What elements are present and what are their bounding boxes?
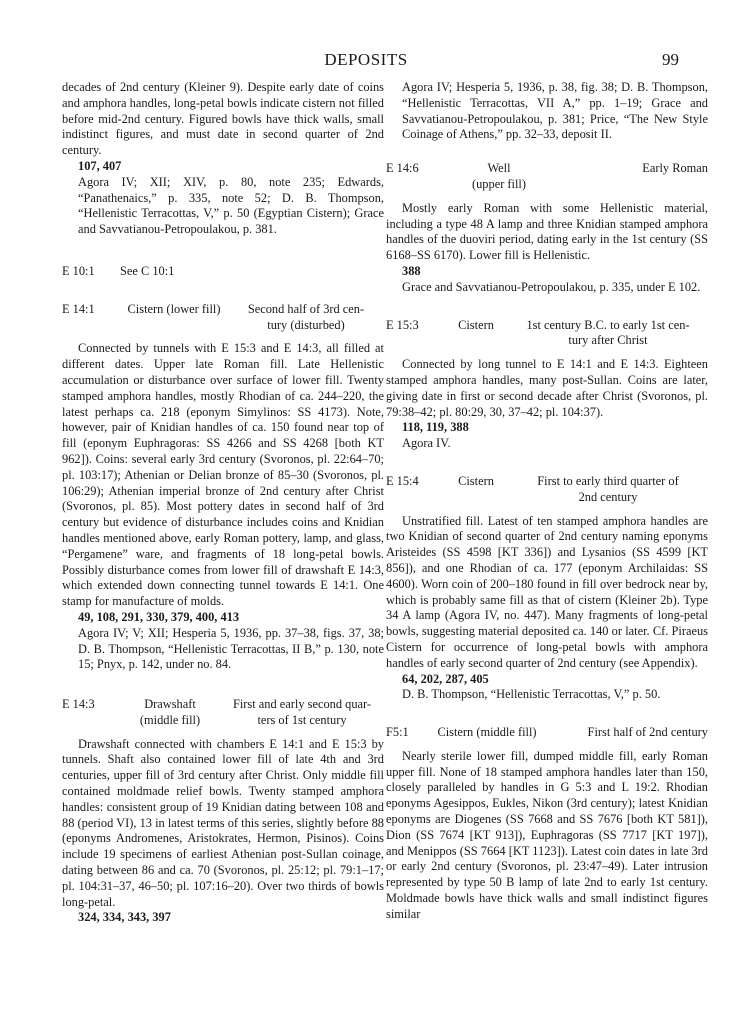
bibliography: D. B. Thompson, “Hellenistic Terracottas, V,” p. 50. [402,687,661,702]
deposit-code: E 10:1 [62,263,95,278]
catalog-refs: 64, 202, 287, 405 [402,671,489,686]
deposit-heading [386,725,708,741]
right-column [386,80,708,923]
deposit-heading [386,318,708,350]
type-line: (middle fill) [139,712,201,727]
deposit-type: See C 10:1 [120,263,175,278]
date-line: tury (disturbed) [267,317,345,332]
deposit-type: Cistern (middle fill) [437,725,537,740]
deposit-code: E 14:6 [386,161,419,176]
deposit-type [120,697,220,729]
deposit-code: E 14:3 [62,697,95,712]
paragraph: Connected by long tunnel to E 14:1 and E 14:3. Eighteen stamped amphora handles, many post-Sullan. Coins are later, giving date in first or second decade after Christ (Svoronos, pl. 79:38–42; pl. 80:29, 30, 37–42; pl. 104:37). [386,357,708,419]
deposit-date [508,474,708,506]
left-column [62,80,384,926]
deposit-heading [62,697,384,729]
deposit-date: Early Roman [642,161,708,176]
bibliography: Agora IV; V; XII; Hesperia 5, 1936, pp. 37–38, figs. 37, 38; D. B. Thompson, “Hellenistic Terracottas, II B,” p. 130, note 15; Pnyx, p. 142, under no. 84. [78,625,384,672]
catalog-refs: 324, 334, 343, 397 [78,910,171,925]
deposit-type: Cistern [458,473,494,488]
deposit-type: Cistern (lower fill) [127,301,221,316]
deposit-code: F5:1 [386,725,409,740]
deposit-code: E 14:1 [62,301,95,316]
deposit-type: Cistern [458,317,494,332]
paragraph: decades of 2nd century (Kleiner 9). Despite early date of coins and amphora handles, long-petal bowls indicate cistern not filled before mid-2nd century. Figured bowls have thick walls, small indistinct figures, and must date in second quarter of 2nd century. [62,80,384,158]
date-line: ters of 1st century [257,712,347,727]
bibliography: Grace and Savvatianou-Petropoulakou, p. 335, under E 102. [402,279,701,294]
paragraph: Nearly sterile lower fill, dumped middle fill, early Roman upper fill. None of 18 stamped amphora handles later than 150, closely paralleled by handles in G 5:3 and L 19:2. Rhodian eponyms Agesippos, Eukles, Nikon (3rd century); latest Knidian eponyms are Diogenes (SS 7668 and SS 7676 [both KT 581]), Dion (SS 7674 [KT 913]), Euphragoras (SS 7717 [KT 197]), and Menippos (SS 7664 [KT 1123]). Latest coin dates in late 3rd or early 2nd century (Svoronos, pl. 23:47–49). Later intrusion represented by type 50 B lamp of late 2nd to early 1st century. Moldmade bowls have thick walls and small indistinct figures similar [386,748,708,921]
paragraph: Drawshaft connected with chambers E 14:1 and E 15:3 by tunnels. Shaft also contained lower fill of late 4th and 3rd centuries, upper fill of 3rd century after Christ. Only middle fill contained moldmade relief bowls. Twenty stamped amphora handles: consistent group of 19 Knidian dating between 108 and 88 (period VI), 13 in latest terms of this series, slightly before 88 (eponyms Andromenes, Aristokrates, Hermon, Pisinos). Coins include 19 specimens of earliest Athenian post-Sullan coinage, dating between 86 and ca. 70 (Svoronos, pl. 25:12; pl. 79:1–17; pl. 104:31–37, 46–50; pl. 107:16–20). Over two thirds of bowls long-petal. [62,736,384,909]
deposit-heading [62,264,384,280]
catalog-refs: 49, 108, 291, 330, 379, 400, 413 [78,609,240,624]
bibliography: Agora IV. [402,436,451,451]
type-line: Well [487,161,511,176]
deposit-date [508,318,708,350]
paragraph: Mostly early Roman with some Hellenistic material, including a type 48 A lamp and three Knidian stamped amphora handles of the duoviri period, dating early in the 1st century (SS 6168–SS 6170). Lower fill is Hellenistic. [386,200,708,263]
deposit-heading [62,302,384,334]
date-line: First to early third quarter of [537,473,679,488]
date-line: Second half of 3rd cen- [247,301,365,316]
bibliography: Agora IV; Hesperia 5, 1936, p. 38, fig. 38; D. B. Thompson, “Hellenistic Terracottas, VII A,” pp. 1–19; Grace and Savvatianou-Petropoulakou, p. 381; Price, “The New Style Coinage of Athens,” pp. 32–33, deposit II. [402,80,708,142]
date-line: 1st century B.C. to early 1st cen- [526,317,690,332]
type-line: (upper fill) [471,176,526,191]
deposit-heading [386,474,708,506]
catalog-refs: 388 [402,263,421,278]
paragraph: Connected by tunnels with E 15:3 and E 14:3, all filled at different dates. Upper late Roman fill. Late Hellenistic accumulation or disturbance over surface of lower fill. Twenty stamped amphora handles, mostly Rhodian of ca. 244–220, the latest perhaps ca. 218 (eponym Simylinos: SS 4173). Note, however, pair of Knidian handles of ca. 150 found near top of fill (eponym Euphragoras: SS 4266 and SS 4268 [both KT 962]). Coins: several early 3rd century (Svoronos, pl. 22:64–70; pl. 103:17); Athenian or Delian bronze of 85–30 (Svoronos, pl. 106:29); Athenian imperial bronze of 2nd century after Christ (Svoronos, pl. 85). Most pottery dates in second half of 3rd century but evidence of disturbance includes coins and Knidian handles mentioned above, early Roman pottery, lamp, and glass, “Pergamene” ware, and fragments of 18 long-petal bowls. Possibly disturbance comes from lower fill of drawshaft E 14:3, which extended down connecting tunnel towards E 14:1. One stamp for manufacture of molds. [62,341,384,609]
date-line: First and early second quar- [232,697,372,712]
date-line: tury after Christ [568,333,648,348]
deposit-code: E 15:3 [386,317,419,332]
paragraph: Unstratified fill. Latest of ten stamped amphora handles are two Knidian of second quarter of 2nd century naming eponyms Aristeides (SS 4598 [KT 336]) and Lysanios (SS 4599 [KT 856]), and one Rhodian of ca. 177 (eponym Archilaidas: SS 4600). Worn coin of 200–180 found in fill over bedrock near by, which is probably same fill as that of cistern (Kleiner 2b). Type 34 A lamp (Agora IV, no. 447). Many fragments of long-petal bowls, suggesting material deposited ca. 140 or later. Cf. Piraeus Cistern for occurrence of long-petal bowls with amphora handles of early second quarter of 2nd century (see Appendix). [386,513,708,670]
deposit-type [444,161,554,193]
bibliography: Agora IV; XII; XIV, p. 80, note 235; Edwards, “Panathenaics,” p. 335, note 52; D. B. Thompson, “Hellenistic Terracottas, V,” p. 50 (Egyptian Cistern); Grace and Savvatianou-Petropoulakou, p. 381. [78,174,384,237]
deposit-date: First half of 2nd century [587,725,708,740]
catalog-refs: 118, 119, 388 [402,420,469,435]
catalog-refs: 107, 407 [78,158,122,173]
deposit-heading [386,161,708,193]
date-line: 2nd century [578,489,638,504]
type-line: Drawshaft [144,697,196,712]
page-number: 99 [662,50,679,69]
deposit-code: E 15:4 [386,473,419,488]
deposit-date [220,697,384,729]
running-title: DEPOSITS [324,50,408,69]
deposit-date [228,302,384,334]
